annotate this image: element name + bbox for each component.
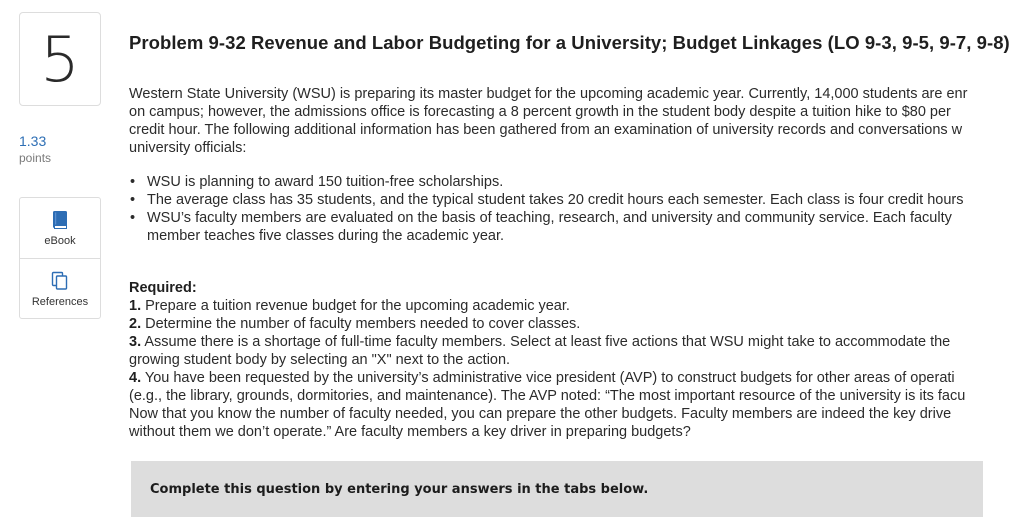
question-number: 5 (19, 12, 101, 106)
intro-line: university officials: (129, 140, 247, 156)
req-num: 2. (129, 316, 142, 332)
req-text: (e.g., the library, grounds, dormitories, and maintenance). The AVP noted: “The most important resource of the university is its facu (129, 388, 966, 404)
required-item-4 (129, 369, 1029, 441)
req-text: Determine the number of faculty members needed to cover classes. (141, 316, 581, 332)
references-label: References (31, 295, 89, 308)
bullet-line: member teaches five classes during the academic year. (147, 228, 505, 244)
bullet-item (147, 173, 1029, 191)
intro-line: credit hour. The following additional information has been gathered from an examination of university records and conversations w (129, 122, 963, 138)
instructions-banner (131, 461, 983, 517)
req-num: 4. (129, 370, 142, 386)
problem-title: Problem 9-32 Revenue and Labor Budgeting for a University; Budget Linkages (LO 9-3, 9-5, 9-7, 9-8) (129, 32, 1010, 53)
references-button[interactable] (20, 258, 100, 318)
ebook-icon (49, 209, 71, 231)
req-num: 1. (129, 298, 142, 314)
bullet-line: • The average class has 35 students, and the typical student takes 20 credit hours each semester. Each class is four credit hours (147, 192, 964, 208)
points-value: 1.33 (19, 133, 47, 149)
ebook-button[interactable] (20, 198, 100, 258)
req-text: Assume there is a shortage of full-time faculty members. Select at least five actions that WSU might take to accommodate the (141, 334, 951, 350)
intro-line: on campus; however, the admissions office is forecasting a 8 percent growth in the student body despite a tuition hike to $80 per (129, 104, 951, 120)
bullet-item (147, 209, 1029, 245)
req-text: You have been requested by the university’s administrative vice president (AVP) to construct budgets for other areas of operati (141, 370, 955, 386)
bullet-line: • WSU is planning to award 150 tuition-free scholarships. (147, 174, 504, 190)
info-bullets (147, 173, 1029, 245)
required-item-2 (129, 315, 1029, 333)
problem-content (129, 32, 1029, 441)
req-text: without them we don’t operate.” Are faculty members a key driver in preparing budgets? (129, 424, 691, 440)
references-icon (49, 270, 71, 292)
req-num: 3. (129, 334, 142, 350)
req-text: growing student body by selecting an "X" next to the action. (129, 352, 511, 368)
req-text: Prepare a tuition revenue budget for the upcoming academic year. (141, 298, 570, 314)
tools-panel (19, 197, 101, 319)
problem-intro (129, 85, 1029, 157)
required-item-3 (129, 333, 1029, 369)
points-label: points (19, 151, 52, 165)
intro-line: Western State University (WSU) is preparing its master budget for the upcoming academic year. Currently, 14,000 students are enr (129, 86, 968, 102)
banner-text: Complete this question by entering your answers in the tabs below. (150, 481, 649, 497)
bullet-line: • WSU’s faculty members are evaluated on the basis of teaching, research, and university and community service. Each faculty (147, 210, 952, 226)
required-item-1 (129, 297, 1029, 315)
required-heading: Required: (129, 280, 197, 296)
ebook-label: eBook (44, 235, 76, 247)
req-text: Now that you know the number of faculty needed, you can prepare the other budgets. Faculty members are indeed the key drive (129, 406, 952, 422)
bullet-item (147, 191, 1029, 209)
